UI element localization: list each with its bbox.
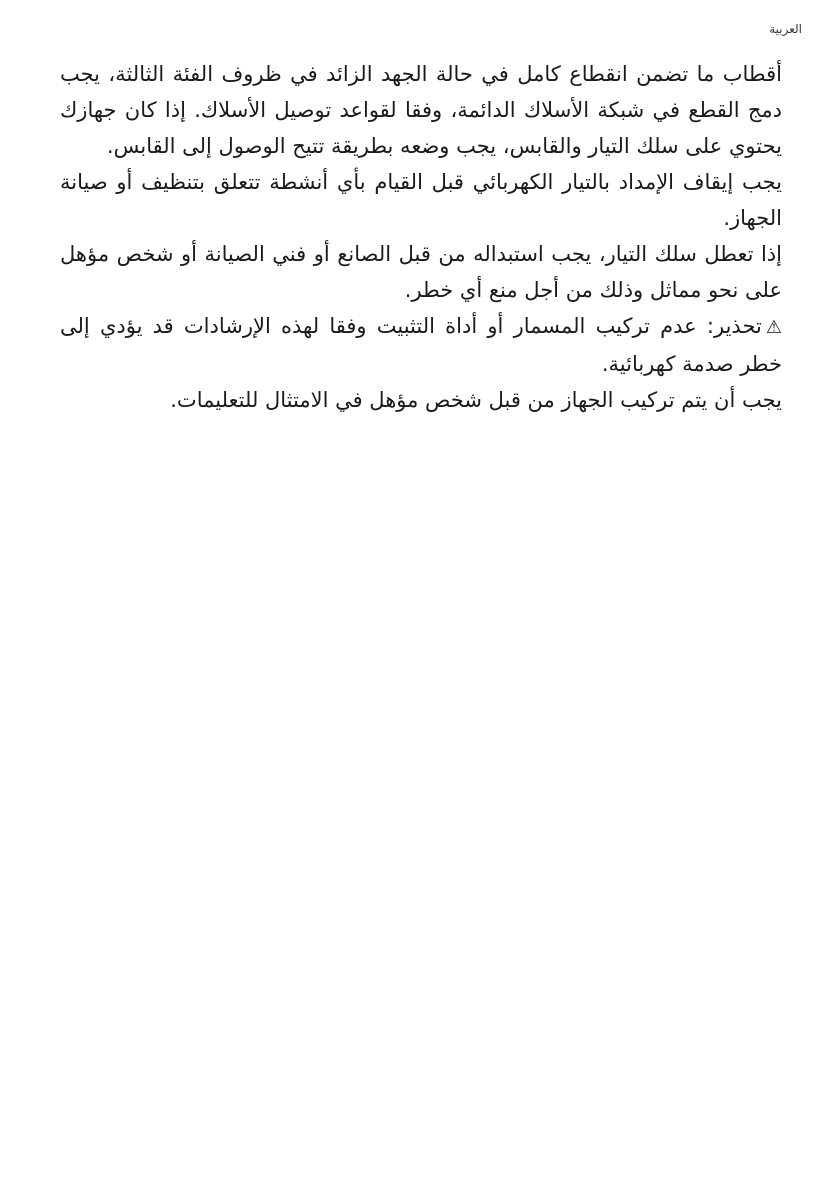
paragraph-cord-replacement: إذا تعطل سلك التيار، يجب استبداله من قبل الصانع أو فني الصيانة أو شخص مؤهل على نحو مماثل وذلك من أجل منع أي خطر. [60,242,782,302]
paragraph-power-off: يجب إيقاف الإمداد بالتيار الكهربائي قبل القيام بأي أنشطة تتعلق بتنظيف أو صيانة الجهاز. [60,170,782,230]
warning-triangle-icon: ⚠ [765,317,782,338]
document-body [60,56,782,418]
warning-text: تحذير: عدم تركيب المسمار أو أداة التثبيت وفقا لهذه الإرشادات قد يؤدي إلى خطر صدمة كهربائية. [60,314,782,376]
language-header: العربية [769,22,802,36]
paragraph-wiring: أقطاب ما تضمن انقطاع كامل في حالة الجهد الزائد في ظروف الفئة الثالثة، يجب دمج القطع في شبكة الأسلاك الدائمة، وفقا لقواعد توصيل الأسلاك. إذا كان جهازك يحتوي على سلك التيار والقابس، يجب وضعه بطريقة تتيح الوصول إلى القابس. [60,62,782,158]
paragraph-installation: يجب أن يتم تركيب الجهاز من قبل شخص مؤهل في الامتثال للتعليمات. [170,388,782,412]
paragraph-warning [60,308,782,382]
